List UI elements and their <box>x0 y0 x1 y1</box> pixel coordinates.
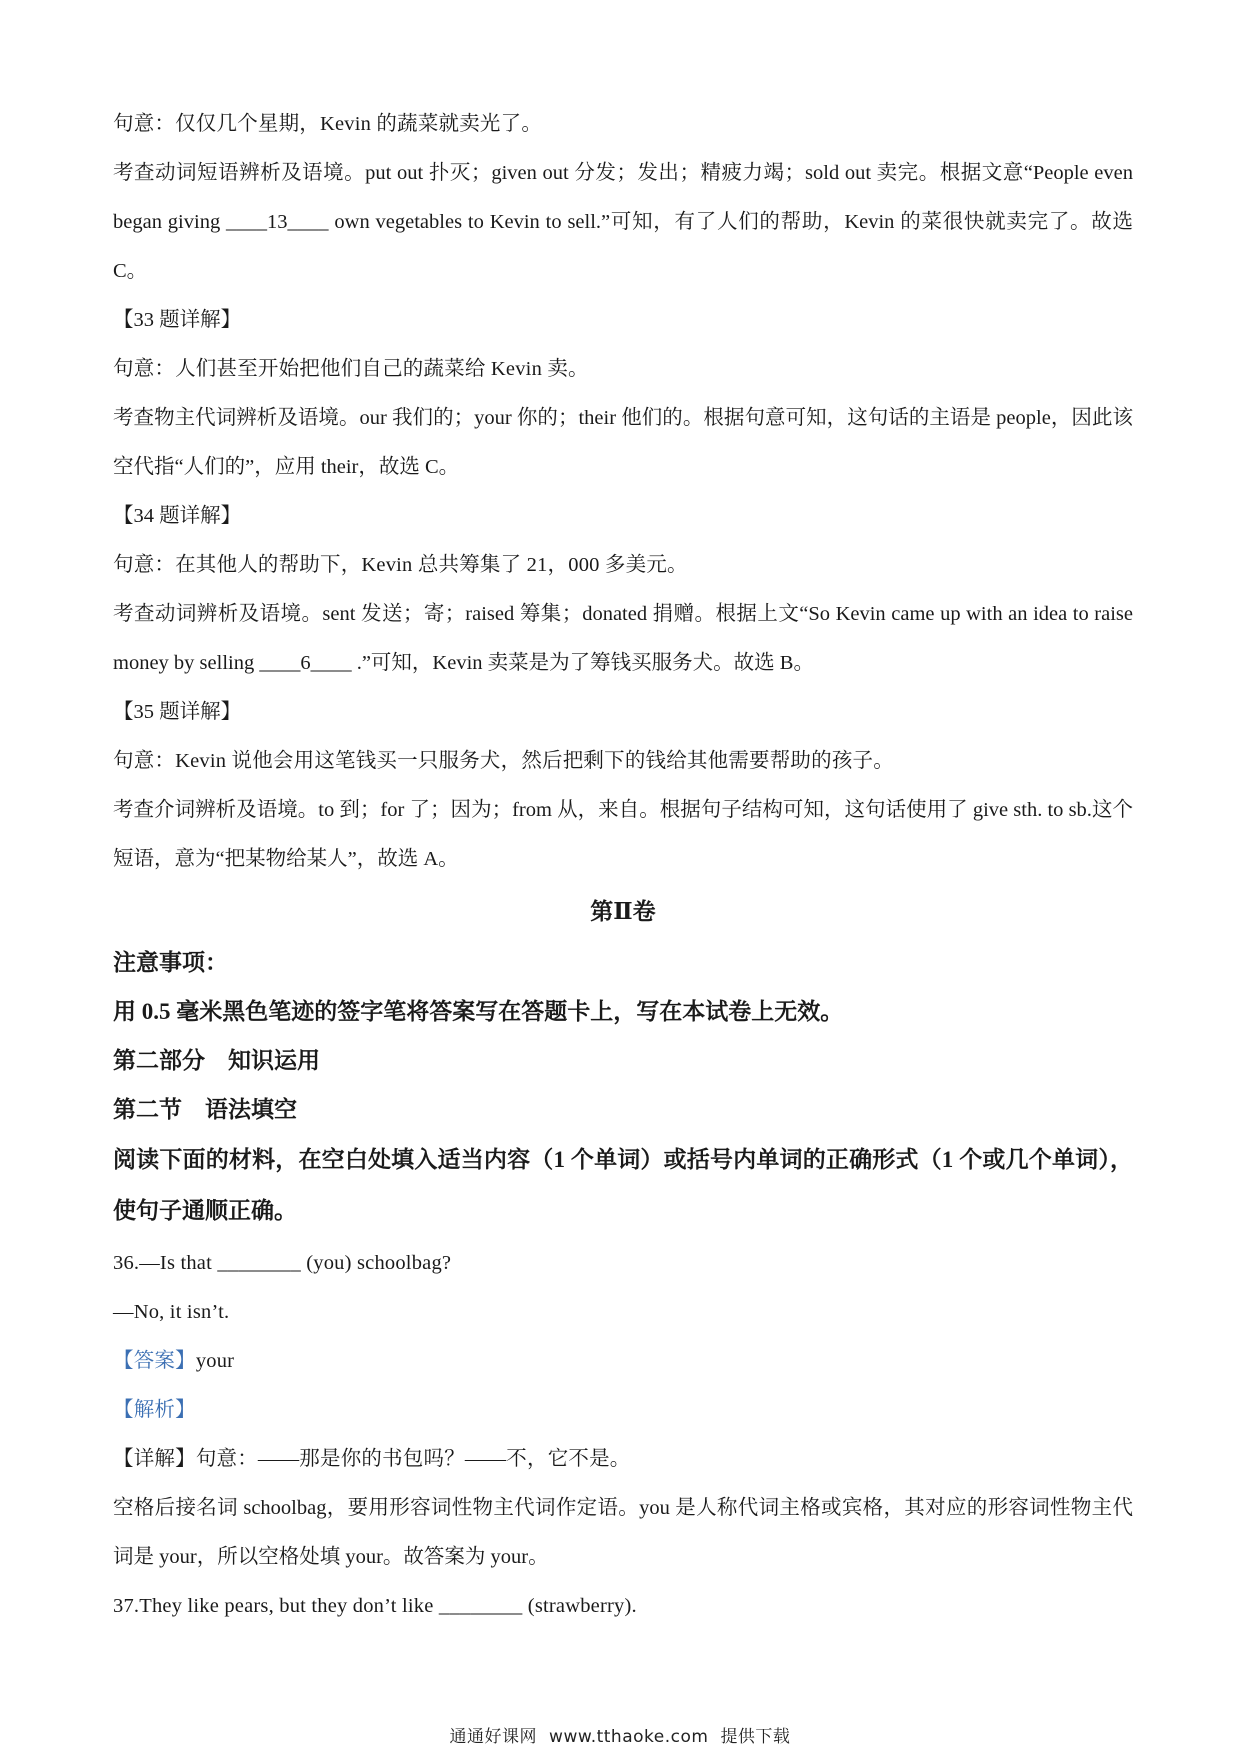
q32-analysis: 考查动词短语辨析及语境。put out 扑灭；given out 分发；发出；精疲力竭；sold out 卖完。根据文意“People even began giving ____13____ own vegetables to Kevin to sell.”可知，有了人们的帮助，Kevin 的菜很快就卖完了。故选 C。 <box>113 162 1133 282</box>
footer-site-name: 通通好课网 <box>449 1727 538 1747</box>
q35-meaning: 句意：Kevin 说他会用这笔钱买一只服务犬，然后把剩下的钱给其他需要帮助的孩子。 <box>113 750 894 772</box>
section-title: 第Ⅱ卷 <box>590 899 656 924</box>
notice-text: 用 0.5 毫米黑色笔迹的签字笔将答案写在答题卡上，写在本试卷上无效。 <box>113 999 844 1024</box>
analysis-label: 【解析】 <box>113 1399 196 1421</box>
q36-detail-meaning <box>113 1435 1133 1484</box>
notice-label: 注意事项： <box>113 950 228 975</box>
q35-header: 【35 题详解】 <box>113 701 242 723</box>
answer-label: 【答案】 <box>113 1350 196 1372</box>
q35-analysis: 考查介词辨析及语境。to 到；for 了；因为；from 从，来自。根据句子结构可知，这句话使用了 give sth. to sb.这个短语，意为“把某物给某人”，故选 A。 <box>113 799 1133 870</box>
q36-detail-text: 空格后接名词 schoolbag，要用形容词性物主代词作定语。you 是人称代词主格或宾格，其对应的形容词性物主代词是 your，所以空格处填 your。故答案为 your。 <box>113 1497 1133 1568</box>
q33-analysis: 考查物主代词辨析及语境。our 我们的；your 你的；their 他们的。根据句意可知，这句话的主语是 people，因此该空代指“人们的”，应用 their，故选 C。 <box>113 407 1133 478</box>
instructions: 阅读下面的材料，在空白处填入适当内容（1 个单词）或括号内单词的正确形式（1 个或几个单词），使句子通顺正确。 <box>113 1147 1133 1223</box>
q32-meaning: 句意：仅仅几个星期，Kevin 的蔬菜就卖光了。 <box>113 113 543 135</box>
q37-question: 37.They like pears, but they don’t like ________ (strawberry). <box>113 1595 637 1617</box>
q34-meaning: 句意：在其他人的帮助下，Kevin 总共筹集了 21，000 多美元。 <box>113 554 688 576</box>
detail-meaning: 句意：——那是你的书包吗？——不，它不是。 <box>195 1448 631 1470</box>
detail-label: 【详解】 <box>113 1448 196 1470</box>
q36-answer <box>113 1337 1133 1386</box>
answer-value: your <box>195 1350 235 1372</box>
q36-question: 36.—Is that ________ (you) schoolbag? <box>113 1252 452 1274</box>
q34-header: 【34 题详解】 <box>113 505 242 527</box>
q36-reply: —No, it isn’t. <box>113 1301 230 1323</box>
q33-header: 【33 题详解】 <box>113 309 242 331</box>
footer-url[interactable]: www.tthaoke.com <box>549 1727 709 1747</box>
q33-meaning: 句意：人们甚至开始把他们自己的蔬菜给 Kevin 卖。 <box>113 358 589 380</box>
footer-suffix: 提供下载 <box>720 1727 791 1747</box>
section-heading: 第二节 语法填空 <box>113 1097 297 1122</box>
part-heading: 第二部分 知识运用 <box>113 1048 320 1073</box>
page-footer <box>0 1722 1240 1747</box>
document-page <box>113 100 1133 1631</box>
q34-analysis: 考查动词辨析及语境。sent 发送；寄；raised 筹集；donated 捐赠。根据上文“So Kevin came up with an idea to raise money by selling ____6____ .”可知，Kevin 卖菜是为了筹钱买服务犬。故选 B。 <box>113 603 1133 674</box>
